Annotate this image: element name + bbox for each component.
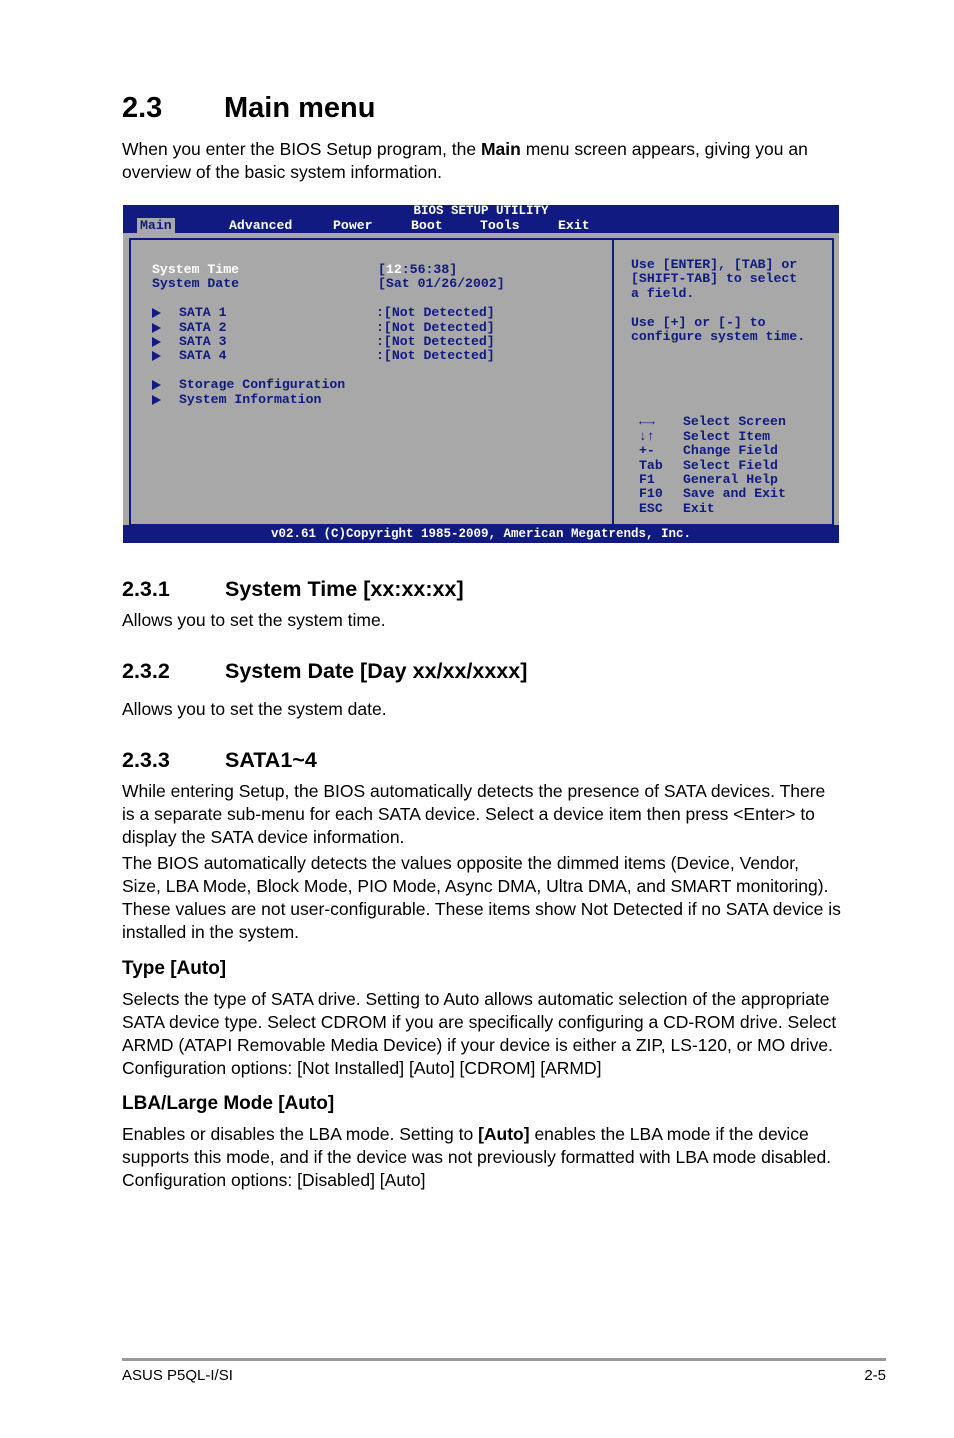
key-desc: Select Field [683,458,778,473]
sata-paragraph-2: The BIOS automatically detects the values opposite the dimmed items (Device, Vendor, Size, LBA Mode, Block Mode, PIO Mode, Async DMA, Ultra DMA, and SMART monitoring). These values are not user-configurable. These items show Not Detected if no SATA device is installed in the system. [122,853,841,942]
key-desc: Change Field [683,443,778,458]
submenu-arrow-icon [152,308,161,318]
bios-divider [612,238,614,526]
key-desc: General Help [683,472,778,487]
submenu-arrow-icon [152,351,161,361]
help-line: a field. [631,286,695,301]
system-info-item[interactable]: System Information [179,392,322,407]
time-hour-highlight: 12 [385,262,402,277]
help-line: [SHIFT-TAB] to select [631,271,798,286]
storage-config-item[interactable]: Storage Configuration [179,377,346,392]
submenu-arrow-icon [152,337,161,347]
sata2-value: :[Not Detected] [376,320,495,335]
section-2-3-2-text: Allows you to set the system date. [122,699,387,719]
section-title: System Time [xx:xx:xx] [225,577,464,601]
lba-bold: [Auto] [478,1124,530,1144]
heading-title: Main menu [224,92,376,124]
footer-rule [122,1358,886,1361]
key-arrows-lr-icon: ←→ [639,414,655,429]
bios-menu-advanced[interactable]: Advanced [229,218,293,233]
system-date-label[interactable]: System Date [152,276,240,291]
sata2-label[interactable]: SATA 2 [179,320,227,335]
sata4-label[interactable]: SATA 4 [179,348,227,363]
footer-product: ASUS P5QL-I/SI [122,1367,233,1384]
bios-menu-boot[interactable]: Boot [411,218,443,233]
section-2-3-2-heading [122,657,527,685]
system-time-label[interactable]: System Time [152,262,240,277]
key-name: ESC [639,501,663,516]
help-line: Use [+] or [-] to [631,315,766,330]
bios-menu-exit[interactable]: Exit [558,218,590,233]
bios-menu-main[interactable]: Main [137,218,175,233]
sata3-value: :[Not Detected] [376,334,495,349]
key-name: F1 [639,472,655,487]
lba-text: Enables or disables the LBA mode. Setting to [122,1124,479,1144]
sata1-label[interactable]: SATA 1 [179,305,227,320]
time-bracket: [ [378,262,386,277]
intro-paragraph [122,138,842,184]
help-line: configure system time. [631,329,806,344]
help-line: Use [ENTER], [TAB] or [631,257,798,272]
section-2-3-3-heading [122,746,317,774]
section-number: 2.3.1 [122,577,170,601]
bios-copyright: v02.61 (C)Copyright 1985-2009, American Megatrends, Inc. [123,525,839,543]
type-heading: Type [Auto] [122,958,227,979]
bios-menu-tools[interactable]: Tools [480,218,520,233]
section-2-3-1-text: Allows you to set the system time. [122,610,386,630]
heading-number: 2.3 [122,92,163,124]
footer-page-number: 2-5 [864,1367,886,1384]
section-number: 2.3.3 [122,748,170,772]
type-paragraph: Selects the type of SATA drive. Setting to Auto allows automatic selection of the appropriate SATA device type. Select CDROM if you are specifically configuring a CD-ROM drive. Select ARMD (ATAPI Removable Media Device) if your device is either a ZIP, LS-120, or MO drive. Configuration options: [Not Installed] [Auto] [CDROM] [ARMD] [122,989,837,1078]
section-title: System Date [Day xx/xx/xxxx] [225,659,528,683]
sata3-label[interactable]: SATA 3 [179,334,227,349]
key-name: F10 [639,486,663,501]
lba-heading: LBA/Large Mode [Auto] [122,1093,335,1114]
key-desc: Exit [683,501,715,516]
section-2-3-1-heading [122,575,464,603]
system-time-value[interactable] [378,263,457,277]
intro-text: When you enter the BIOS Setup program, the [122,139,481,159]
submenu-arrow-icon [152,380,161,390]
intro-text-end: menu screen appears, giving you an overview of the basic system information. [122,139,808,182]
section-number: 2.3.2 [122,659,170,683]
key-desc: Select Screen [683,414,786,429]
key-name: Tab [639,458,663,473]
lba-paragraph [122,1123,842,1192]
system-date-value[interactable]: [Sat 01/26/2002] [378,276,505,291]
sata1-value: :[Not Detected] [376,305,495,320]
section-title: SATA1~4 [225,748,317,772]
bios-title: BIOS SETUP UTILITY [413,204,549,218]
bios-menu-power[interactable]: Power [333,218,373,233]
key-arrows-ud-icon: ↓↑ [639,429,655,444]
submenu-arrow-icon [152,395,161,405]
sata4-value: :[Not Detected] [376,348,495,363]
key-desc: Select Item [683,429,771,444]
sata-paragraph-1: While entering Setup, the BIOS automatically detects the presence of SATA devices. There is a separate sub-menu for each SATA device. Select a device item then press <Enter> to display the SATA device information. [122,781,826,847]
intro-bold: Main [480,139,521,159]
page-heading [122,88,375,128]
time-rest: :56:38] [401,262,458,277]
submenu-arrow-icon [152,323,161,333]
lba-text-end: enables the LBA mode if the device supports this mode, and if the device was not previously formatted with LBA mode disabled. Configuration options: [Disabled] [Auto] [122,1124,832,1190]
key-name: +- [639,443,655,458]
key-desc: Save and Exit [683,486,786,501]
bios-screenshot [123,205,839,543]
